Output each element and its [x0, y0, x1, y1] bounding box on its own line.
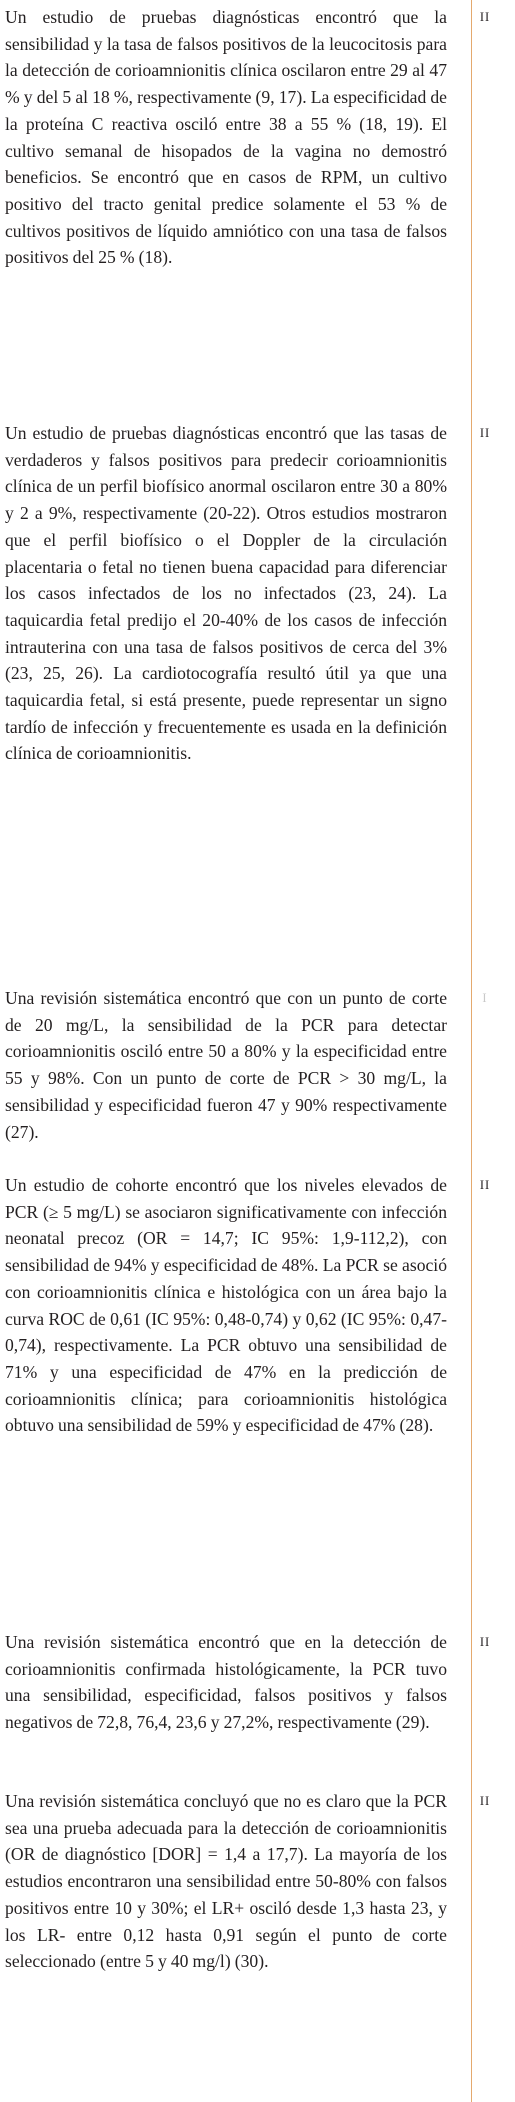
evidence-text: Un estudio de cohorte encontró que los niveles elevados de PCR (≥ 5 mg/L) se asociaron significativamente con infección neonatal precoz (OR = 14,7; IC 95%: 1,9-112,2), con sensibilidad de 94% y especificidad de 48%. La PCR se asoció con corioamnionitis clínica e histológica con un área bajo la curva ROC de 0,61 (IC 95%: 0,48-0,74) y 0,62 (IC 95%: 0,47-0,74), respectivamente. La PCR obtuvo una sensibilidad de 71% y una especificidad de 47% en la predicción de corioamnionitis clínica; para corioamnionitis histológica obtuvo una sensibilidad de 59% y especificidad de 47% (28).: [5, 1175, 447, 1436]
evidence-text: Una revisión sistemática encontró que en la detección de corioamnionitis confirmada histológicamente, la PCR tuvo una sensibilidad, especificidad, falsos positivos y falsos negativos de 72,8, 76,4, 23,6 y 27,2%, respectivamente (29).: [5, 1632, 447, 1733]
column-divider: [471, 0, 472, 2102]
evidence-text: Una revisión sistemática concluyó que no es claro que la PCR sea una prueba adecuada para la detección de corioamnionitis (OR de diagnóstico [DOR] = 1,4 a 17,7). La mayoría de los estudios encontraron una sensibilidad entre 50-80% con falsos positivos entre 10 y 30%; el LR+ osciló desde 1,3 hasta 23, y los LR- entre 0,12 hasta 0,91 según el punto de corte seleccionado (entre 5 y 40 mg/l) (30).: [5, 1791, 447, 1972]
evidence-text: Una revisión sistemática encontró que con un punto de corte de 20 mg/L, la sensibilidad de la PCR para detectar corioamnionitis osciló entre 50 a 80% y la especificidad entre 55 y 98%. Con un punto de corte de PCR > 30 mg/L, la sensibilidad y especificidad fueron 47 y 90% respectivamente (27).: [5, 988, 447, 1142]
evidence-level: II: [479, 1794, 491, 1808]
evidence-level: II: [479, 10, 491, 24]
evidence-level: I: [482, 991, 488, 1005]
evidence-level: II: [479, 1178, 491, 1192]
evidence-text: Un estudio de pruebas diagnósticas encontró que las tasas de verdaderos y falsos positivos para predecir corioamnionitis clínica de un perfil biofísico anormal oscilaron entre 30 a 80% y 2 a 9%, respectivamente (20-22). Otros estudios mostraron que el perfil biofísico o el Doppler de la circulación placentaria o fetal no tienen buena capacidad para diferenciar los casos infectados de los no infectados (23, 24). La taquicardia fetal predijo el 20-40% de los casos de infección intrauterina con una tasa de falsos positivos de cerca del 3% (23, 25, 26). La cardiotocografía resultó útil ya que una taquicardia fetal, si está presente, puede representar un signo tardío de infección y frecuentemente es usada en la definición clínica de corioamnionitis.: [5, 423, 447, 764]
evidence-level: II: [479, 1635, 491, 1649]
evidence-text: Un estudio de pruebas diagnósticas encontró que la sensibilidad y la tasa de falsos positivos de la leucocitosis para la detección de corioamnionitis clínica oscilaron entre 29 al 47 % y del 5 al 18 %, respectivamente (9, 17). La especificidad de la proteína C reactiva osciló entre 38 a 55 % (18, 19). El cultivo semanal de hisopados de la vagina no demostró beneficios. Se encontró que en casos de RPM, un cultivo positivo del tracto genital predice solamente el 53 % de cultivos positivos de líquido amniótico con una tasa de falsos positivos del 25 % (18).: [5, 7, 447, 268]
evidence-level: II: [479, 426, 491, 440]
